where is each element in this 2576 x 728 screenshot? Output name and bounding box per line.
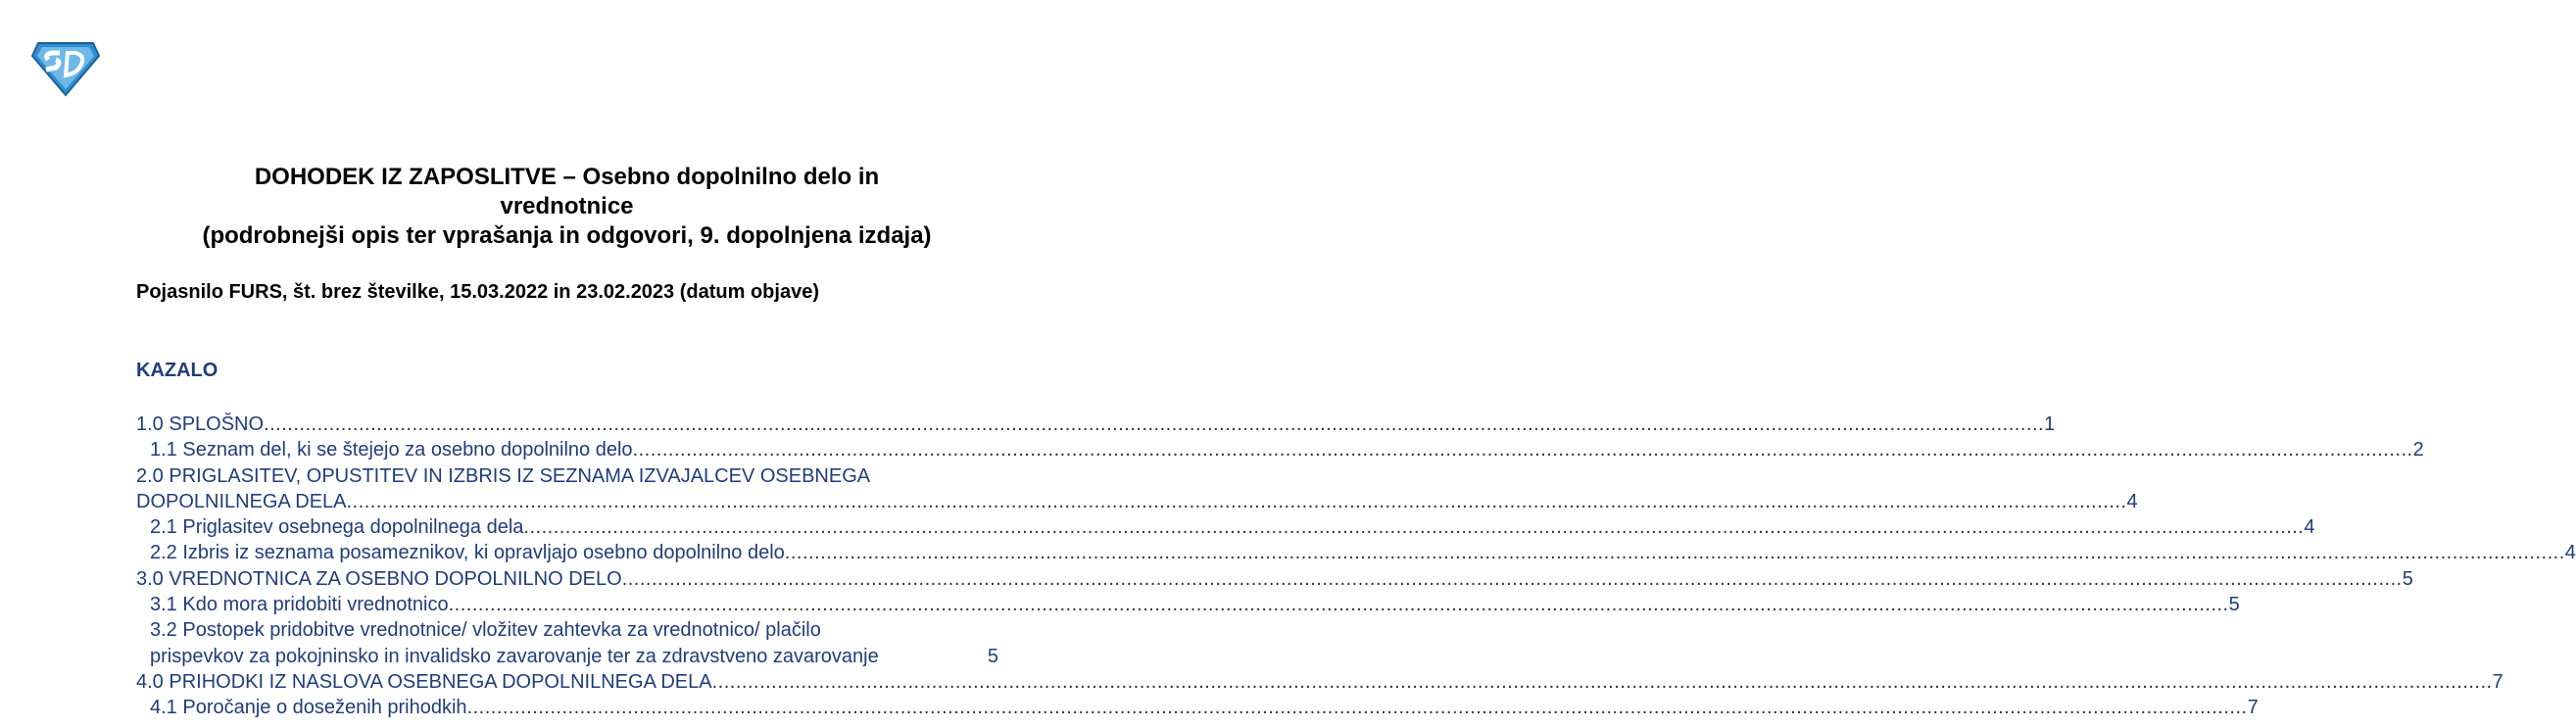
toc-leader-dots: ............................................................................................................................................................................................................................................................................................................ bbox=[448, 594, 2229, 616]
toc-page-number: 7 bbox=[2492, 670, 2503, 693]
title-line-1: DOHODEK IZ ZAPOSLITVE – Osebno dopolnilno delo in bbox=[254, 164, 880, 190]
toc-page-number: 4 bbox=[2126, 490, 2138, 512]
toc-entry-text: 2.1 Priglasitev osebnega dopolnilnega dela bbox=[150, 516, 524, 539]
toc-entry-text: 2.2 Izbris iz seznama posameznikov, ki opravljajo osebno dopolnilno delo bbox=[150, 542, 785, 564]
toc-leader-dots: ............................................................................................................................................................................................................................................................................................................ bbox=[264, 413, 2045, 435]
toc-entry[interactable] bbox=[136, 540, 2576, 565]
toc-page-number: 5 bbox=[2228, 594, 2240, 616]
toc-entry-text: 2.0 PRIGLASITEV, OPUSTITEV IN IZBRIS IZ SEZNAMA IZVAJALCEV OSEBNEGA bbox=[136, 464, 871, 487]
table-of-contents bbox=[136, 412, 2576, 721]
toc-entry-text: 1.1 Seznam del, ki se štejejo za osebno dopolnilno delo bbox=[150, 439, 633, 461]
toc-leader-dots: ............................................................................................................................................................................................................................................................................................................ bbox=[711, 670, 2493, 693]
toc-page-number: 5 bbox=[2402, 567, 2413, 590]
toc-entry-text: DOPOLNILNEGA DELA bbox=[136, 490, 347, 512]
toc-entry[interactable] bbox=[136, 412, 2056, 437]
toc-entry[interactable] bbox=[136, 644, 1077, 669]
toc-leader-dots: ............................................................................................................................................................................................................................................................................................................ bbox=[632, 439, 2413, 461]
toc-entry[interactable] bbox=[136, 566, 2413, 592]
toc-entry[interactable] bbox=[136, 617, 1077, 643]
toc-leader-dots: ............................................................................................................................................................................................................................................................................................................ bbox=[466, 697, 2248, 719]
toc-heading: KAZALO bbox=[136, 360, 219, 381]
toc-entry-text: 3.1 Kdo mora pridobiti vrednotnico bbox=[150, 594, 449, 616]
toc-leader-dots: ............................................................................................................................................................................................................................................................................................................ bbox=[346, 490, 2127, 512]
toc-entry[interactable] bbox=[136, 437, 2424, 462]
toc-entry[interactable] bbox=[136, 669, 2503, 695]
toc-page-number: 2 bbox=[2412, 439, 2424, 461]
toc-leader-dots: ............................................................................................................................................................................................................................................................................................................ bbox=[621, 567, 2403, 590]
document-subtitle: Pojasnilo FURS, št. brez številke, 15.03.2022 in 23.02.2023 (datum objave) bbox=[136, 281, 819, 303]
toc-entry[interactable] bbox=[136, 514, 2315, 540]
toc-page-number: 1 bbox=[2044, 413, 2056, 435]
toc-entry[interactable] bbox=[136, 695, 2259, 720]
toc-entry[interactable] bbox=[136, 592, 2240, 617]
toc-entry-text: 4.0 PRIHODKI IZ NASLOVA OSEBNEGA DOPOLNILNEGA DELA bbox=[136, 670, 712, 693]
toc-entry-text: 3.0 VREDNOTNICA ZA OSEBNO DOPOLNILNO DELO bbox=[136, 567, 622, 590]
toc-leader-dots: ............................................................................................................................................................................................................................................................................................................ bbox=[523, 516, 2305, 539]
toc-page-number: 5 bbox=[987, 645, 998, 667]
toc-leader-dots bbox=[879, 644, 988, 669]
toc-entry-text: 1.0 SPLOŠNO bbox=[136, 413, 265, 435]
toc-leader-dots: ............................................................................................................................................................................................................................................................................................................ bbox=[784, 542, 2565, 564]
title-line-3: (podrobnejši opis ter vprašanja in odgovori, 9. dopolnjena izdaja) bbox=[202, 222, 932, 249]
toc-entry[interactable] bbox=[136, 489, 2138, 514]
toc-entry-text: prispevkov za pokojninsko in invalidsko zavarovanje ter za zdravstveno zavarovanje bbox=[150, 645, 879, 667]
toc-page-number: 4 bbox=[2564, 542, 2576, 564]
document-title bbox=[98, 163, 1036, 251]
toc-entry-text: 3.2 Postopek pridobitve vrednotnice/ vložitev zahtevka za vrednotnico/ plačilo bbox=[150, 619, 821, 642]
title-line-2: vrednotnice bbox=[500, 193, 634, 219]
toc-page-number: 7 bbox=[2247, 697, 2259, 719]
toc-entry-text: 4.1 Poročanje o doseženih prihodkih bbox=[150, 697, 467, 719]
toc-page-number: 4 bbox=[2304, 516, 2315, 539]
toc-entry[interactable] bbox=[136, 463, 1077, 489]
shield-logo-icon bbox=[30, 40, 101, 97]
